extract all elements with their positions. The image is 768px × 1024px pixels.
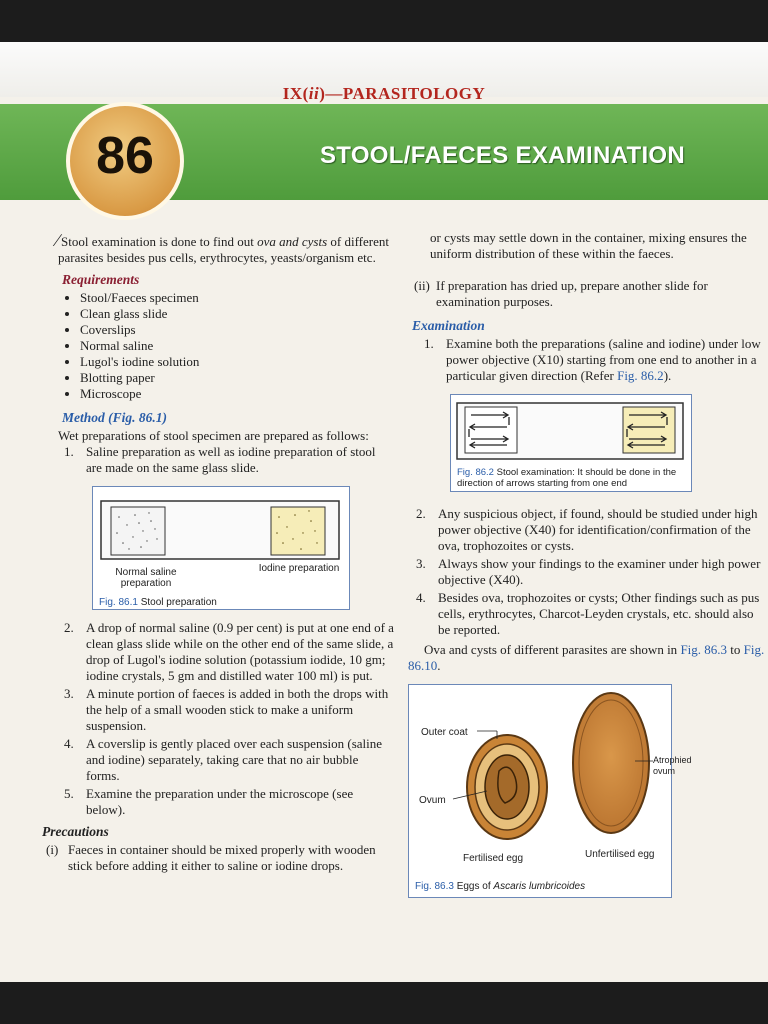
figure-ref: Fig. 86.2 xyxy=(617,368,664,383)
precaution-item xyxy=(46,842,394,874)
list-item: • Blotting paper xyxy=(80,370,394,386)
unfertilised-egg xyxy=(573,693,649,833)
book-page xyxy=(0,42,768,982)
caption-text: Stool preparation xyxy=(140,597,217,608)
step-number: 2. xyxy=(416,506,426,521)
part-title-prefix: IX( xyxy=(282,84,309,103)
step-text: Besides ova, trophozoites or cysts; Other findings such as pus cells, erythrocytes, Charcot-Leyden crystals, etc. should also be reported. xyxy=(438,590,760,637)
requirements-list xyxy=(42,290,394,402)
step-text: Examine the preparation under the microscope (see below). xyxy=(86,786,354,817)
requirements-heading: Requirements xyxy=(62,272,140,287)
intro-paragraph xyxy=(42,232,394,266)
list-item: • Coverslips xyxy=(80,322,394,338)
step-number: 1. xyxy=(64,444,74,459)
check-mark-icon: ∕ xyxy=(56,230,60,250)
method-heading: Method (Fig. 86.1) xyxy=(62,410,168,425)
step-text xyxy=(446,336,768,384)
examination-heading: Examination xyxy=(412,318,485,333)
figure-ref: Fig. 86.3 xyxy=(680,642,728,657)
iodine-label: Iodine preparation xyxy=(258,563,340,574)
part-title xyxy=(0,84,768,104)
step-number: 3. xyxy=(64,686,74,701)
step-number: 5. xyxy=(64,786,74,801)
examination-step xyxy=(416,590,768,638)
examination-step xyxy=(416,556,768,588)
precautions-heading: Precautions xyxy=(42,824,109,839)
caption-number: Fig. 86.2 xyxy=(457,467,494,478)
step-number: 2. xyxy=(64,620,74,635)
chapter-number-badge xyxy=(66,102,184,220)
list-item: • Lugol's iodine solution xyxy=(80,354,394,370)
saline-coverslip xyxy=(111,507,165,555)
step-text: Always show your findings to the examiner under high power objective (X40). xyxy=(438,556,761,587)
step-text: A minute portion of faeces is added in both the drops with the help of a small wooden stick to make a uniform suspension. xyxy=(86,686,389,733)
precaution-number: (ii) xyxy=(414,278,430,293)
list-item: • Stool/Faeces specimen xyxy=(80,290,394,306)
method-step xyxy=(64,686,394,734)
scan-direction-diagram xyxy=(451,395,691,465)
method-step xyxy=(64,444,394,476)
unfertilised-label: Unfertilised egg xyxy=(585,849,655,860)
method-step xyxy=(64,736,394,784)
examination-step: 1. Examine both the preparations (saline and iodine) under low power objective (X10) starting from one end to another in a particular given direction (Refer Fig. 86.2). xyxy=(424,336,768,384)
figure-86-1 xyxy=(92,486,350,610)
ovum-label: Ovum xyxy=(419,795,446,806)
outer-coat-label: Outer coat xyxy=(421,727,468,738)
step-number: 4. xyxy=(64,736,74,751)
precaution-item xyxy=(414,278,768,310)
precaution-text: Faeces in container should be mixed properly with wooden stick before adding it either to saline or iodine drops. xyxy=(68,842,376,873)
chapter-number: 86 xyxy=(96,127,154,185)
list-item: • Clean glass slide xyxy=(80,306,394,322)
precaution-text-continued: or cysts may settle down in the container, mixing ensures the uniform distribution of these within the faeces. xyxy=(430,230,747,261)
fertilised-label: Fertilised egg xyxy=(463,853,524,864)
intro-text-a: Stool examination is done to find out xyxy=(61,234,258,249)
step-text: A drop of normal saline (0.9 per cent) is put at one end of a clean glass slide while on the other end of the same slide, a drop of Lugol's iodine solution (potassium iodide, 10 gm; iodine crystals, 5 gm and distilled water 100 ml) is put. xyxy=(86,620,394,683)
figure-86-2 xyxy=(450,394,692,492)
closing-text: Ova and cysts of different parasites are shown in xyxy=(424,642,681,657)
caption-number: Fig. 86.3 xyxy=(415,881,454,892)
intro-text-b: of different parasites besides pus cells, erythrocytes, yeasts/organism etc. xyxy=(58,234,389,265)
figure-caption xyxy=(99,595,217,611)
method-lead: Wet preparations of stool specimen are prepared as follows: xyxy=(58,428,369,443)
step-number: 4. xyxy=(416,590,426,605)
precaution-text: If preparation has dried up, prepare another slide for examination purposes. xyxy=(436,278,708,309)
caption-number: Fig. 86.1 xyxy=(99,597,138,608)
method-step xyxy=(64,786,394,818)
caption-italic: Ascaris lumbricoides xyxy=(493,881,586,892)
intro-italic: ova and cysts xyxy=(257,234,328,249)
atrophied-label: Atrophied ovum xyxy=(653,755,692,776)
precaution-continued xyxy=(430,230,768,278)
figure-caption xyxy=(415,879,585,895)
step-text: A coverslip is gently placed over each suspension (saline and iodine) separately, taking care that no air bubble forms. xyxy=(86,736,383,783)
closing-text-mid: to xyxy=(727,642,744,657)
right-column xyxy=(408,230,768,898)
caption-text: Eggs of xyxy=(456,881,494,892)
figure-caption xyxy=(457,467,685,489)
part-title-suffix: )—PARASITOLOGY xyxy=(319,84,486,103)
list-item: • Normal saline xyxy=(80,338,394,354)
examination-step xyxy=(416,506,768,554)
saline-label: Normal saline preparation xyxy=(115,567,177,589)
step-text-a: Examine both the preparations (saline and iodine) under low power objective (X10) starting from one end to another in a particular given direction (Refer xyxy=(446,336,761,383)
closing-text-end: . xyxy=(437,658,441,673)
figure-ref: Fig. 86.10 xyxy=(408,642,765,673)
figure-86-3 xyxy=(408,684,692,898)
part-title-italic: ii xyxy=(308,84,320,103)
caption-text: Stool examination: It should be done in the direction of arrows starting from one end xyxy=(457,467,677,489)
step-number: 3. xyxy=(416,556,426,571)
fertilised-ovum xyxy=(485,755,529,819)
chapter-title: STOOL/FAECES EXAMINATION xyxy=(320,142,686,169)
precaution-number: (i) xyxy=(46,842,59,857)
closing-paragraph xyxy=(408,642,768,674)
step-text: Saline preparation as well as iodine preparation of stool are made on the same glass slide. xyxy=(86,444,376,475)
list-item: • Microscope xyxy=(80,386,394,402)
method-step xyxy=(64,620,394,684)
step-text: Any suspicious object, if found, should be studied under high power objective (X40) for identification/confirmation of the ova, trophozoites or cysts. xyxy=(438,506,758,553)
step-text-end: ). xyxy=(663,368,672,383)
iodine-coverslip xyxy=(271,507,325,555)
left-column xyxy=(42,232,394,876)
